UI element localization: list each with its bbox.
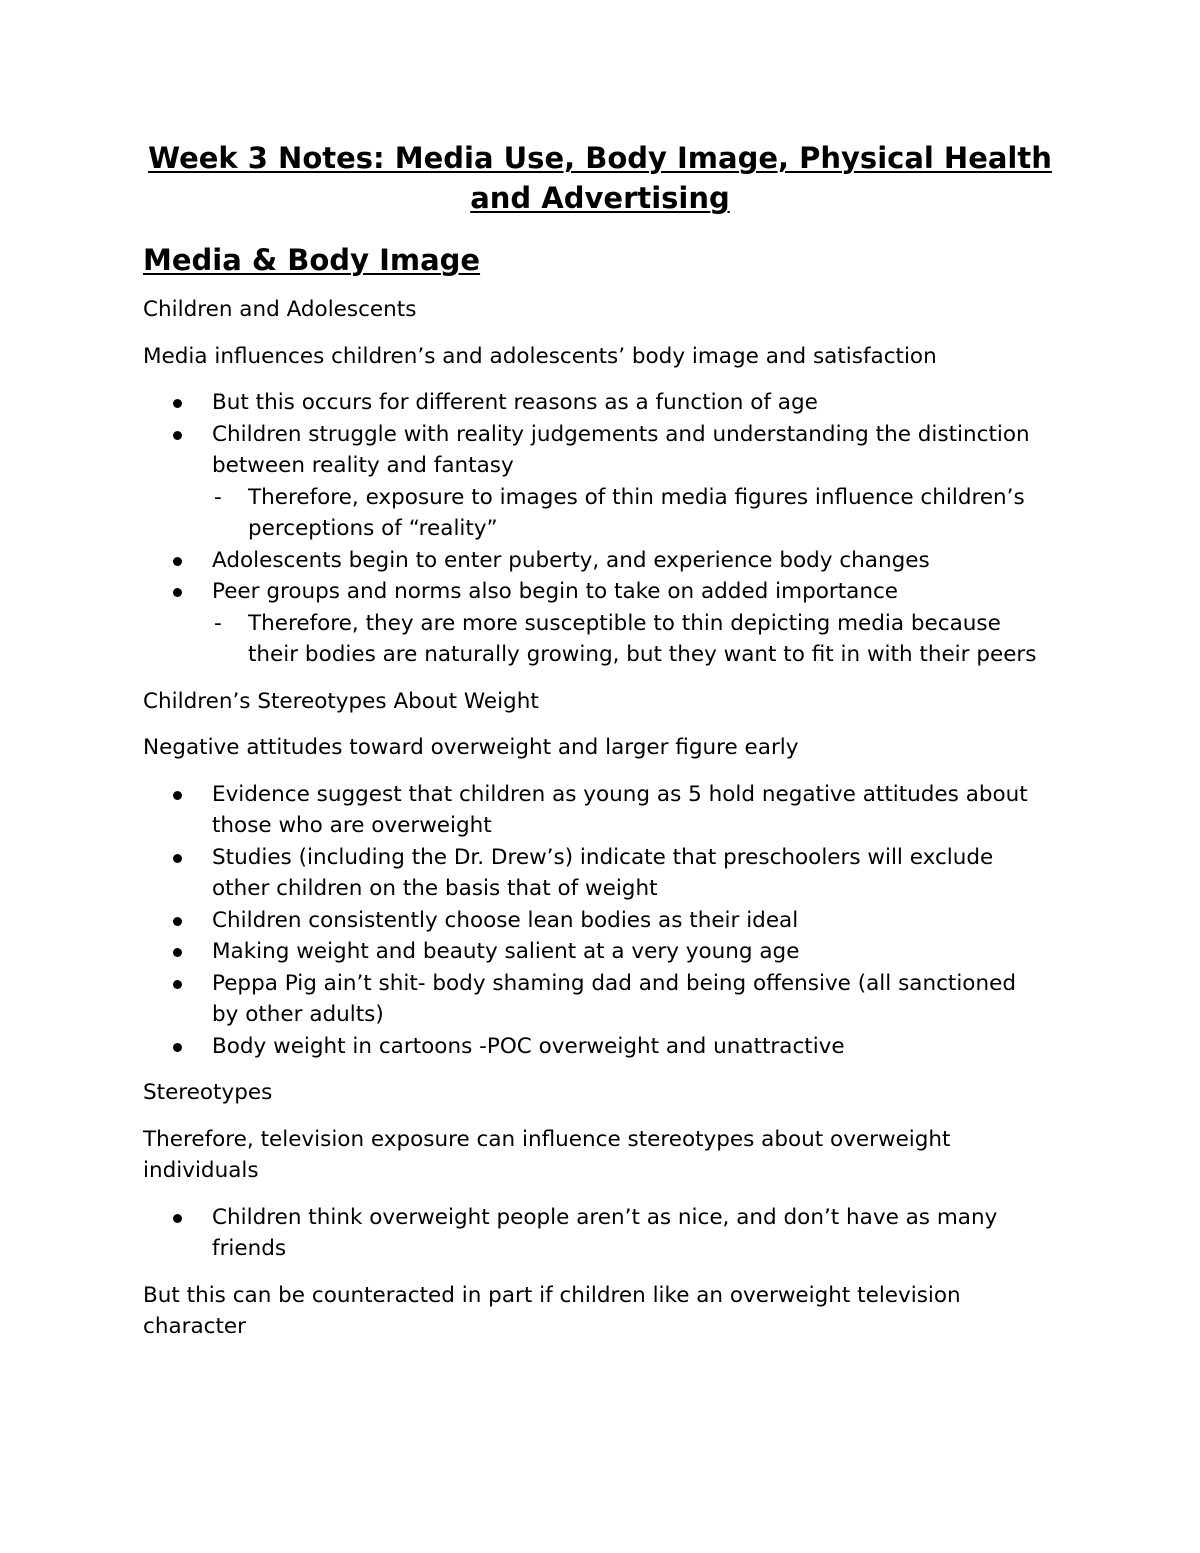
subheading-weight-stereotypes: Children’s Stereotypes About Weight [143, 688, 539, 714]
list-item [143, 1202, 1043, 1265]
bullet-list-weight-stereotypes [143, 779, 1043, 1063]
list-item-text: Peppa Pig ain’t shit- body shaming dad and being offensive (all sanctioned by other adults) [212, 970, 1016, 1027]
bullet-icon [173, 431, 182, 440]
paragraph-television-exposure: Therefore, television exposure can influence stereotypes about overweight individuals [143, 1126, 951, 1183]
paragraph-media-influence: Media influences children’s and adolescents’ body image and satisfaction [143, 343, 937, 369]
paragraph-negative-attitudes: Negative attitudes toward overweight and larger figure early [143, 735, 799, 760]
list-item-text: Children consistently choose lean bodies as their ideal [212, 907, 799, 933]
bullet-icon [173, 588, 182, 597]
list-item [143, 419, 1043, 545]
list-item-text: Children think overweight people aren’t as nice, and don’t have as many friends [212, 1204, 998, 1261]
list-item [143, 936, 1043, 968]
list-item-text: Adolescents begin to enter puberty, and experience body changes [212, 547, 930, 573]
sub-list [212, 482, 1043, 545]
bullet-icon [173, 791, 182, 800]
document-title: Week 3 Notes: Media Use, Body Image, Physical Health and Advertising [148, 141, 1052, 215]
list-item-text: Evidence suggest that children as young as 5 hold negative attitudes about those who are overweight [212, 781, 1028, 838]
section-heading: Media & Body Image [143, 243, 481, 277]
bullet-icon [173, 854, 182, 863]
dash-icon: - [214, 484, 222, 510]
list-item [143, 905, 1043, 937]
list-item-text: Studies (including the Dr. Drew’s) indicate that preschoolers will exclude other children on the basis that of weight [212, 844, 994, 901]
list-item [143, 387, 1043, 419]
bullet-icon [173, 980, 182, 989]
list-item-text: Children struggle with reality judgements and understanding the distinction between reality and fantasy [212, 421, 1030, 478]
bullet-icon [173, 1214, 182, 1223]
bullet-list-children-adolescents [143, 387, 1043, 671]
dash-icon: - [214, 610, 222, 636]
bullet-list-stereotypes [143, 1202, 1043, 1265]
sub-list-item-text: Therefore, exposure to images of thin media figures influence children’s perceptions of “reality” [248, 484, 1025, 541]
bullet-icon [173, 948, 182, 957]
list-item [143, 842, 1043, 905]
list-item-text: Body weight in cartoons -POC overweight and unattractive [212, 1033, 845, 1059]
list-item [143, 779, 1043, 842]
list-item [143, 1031, 1043, 1063]
bullet-icon [173, 399, 182, 408]
list-item [143, 576, 1043, 671]
list-item [143, 545, 1043, 577]
bullet-icon [173, 917, 182, 926]
subheading-stereotypes: Stereotypes [143, 1080, 273, 1105]
subheading-children-adolescents: Children and Adolescents [143, 297, 417, 322]
document-body [143, 240, 1043, 1358]
sub-list-item-text: Therefore, they are more susceptible to thin depicting media because their bodies are naturally growing, but they want to fit in with their peers [248, 610, 1037, 667]
list-item-text: But this occurs for different reasons as a function of age [212, 390, 818, 415]
list-item-text: Peer groups and norms also begin to take on added importance [212, 579, 899, 604]
sub-list-item [212, 608, 1043, 671]
paragraph-counteracted: But this can be counteracted in part if children like an overweight television character [143, 1282, 961, 1339]
bullet-icon [173, 557, 182, 566]
sub-list [212, 608, 1043, 671]
list-item [143, 968, 1043, 1031]
sub-list-item [212, 482, 1043, 545]
bullet-icon [173, 1043, 182, 1052]
list-item-text: Making weight and beauty salient at a very young age [212, 939, 800, 964]
